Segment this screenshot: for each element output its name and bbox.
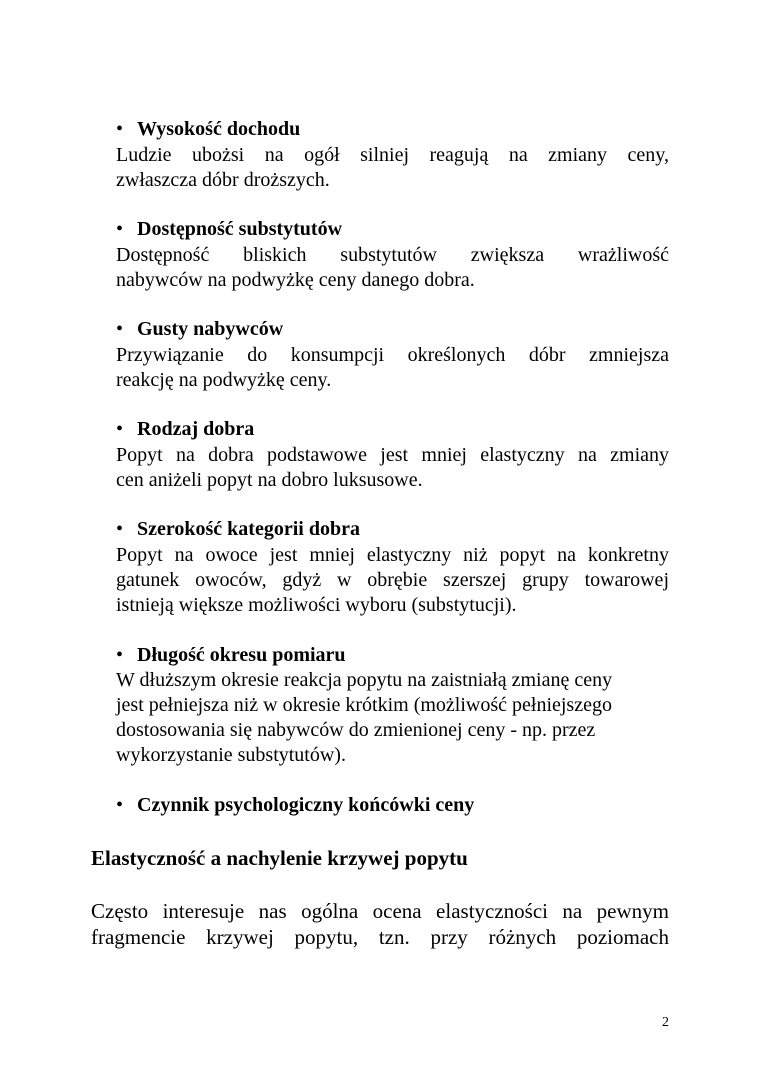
paragraph-line: Często interesuje nas ogólna ocena elastyczności na pewnym [91, 899, 669, 923]
bullet-paragraph [116, 243, 669, 293]
bullet-heading-text: Wysokość dochodu [137, 118, 301, 140]
paragraph-line: gatunek owoców, gdyż w obrębie szerszej grupy towarowej [116, 569, 669, 591]
page-number: 2 [662, 1015, 669, 1030]
bullet-heading [116, 117, 676, 142]
body-paragraph [91, 898, 669, 950]
bullet-paragraph [116, 543, 669, 618]
bullet-heading [116, 793, 676, 818]
bullet-heading-text: Rodzaj dobra [137, 418, 255, 440]
bullet-heading [116, 417, 676, 442]
bullet-heading [116, 643, 676, 668]
bullet-icon: • [116, 118, 124, 140]
paragraph-line: wykorzystanie substytutów). [116, 744, 346, 766]
bullet-icon: • [116, 518, 124, 540]
bullet-icon: • [116, 644, 124, 666]
bullet-heading-text: Długość okresu pomiaru [137, 644, 346, 666]
bullet-paragraph [116, 343, 669, 393]
paragraph-line: Przywiązanie do konsumpcji określonych dóbr zmniejsza [116, 344, 669, 366]
bullet-heading [116, 517, 676, 542]
paragraph-line: Popyt na dobra podstawowe jest mniej elastyczny na zmiany [116, 444, 669, 466]
bullet-heading-text: Czynnik psychologiczny końcówki ceny [137, 794, 475, 816]
bullet-icon: • [116, 418, 124, 440]
section-heading: Elastyczność a nachylenie krzywej popytu [91, 846, 468, 870]
bullet-heading [116, 317, 676, 342]
bullet-heading [116, 217, 676, 242]
bullet-icon: • [116, 318, 124, 340]
bullet-heading-text: Gusty nabywców [137, 318, 284, 340]
bullet-heading-text: Szerokość kategorii dobra [137, 518, 360, 540]
paragraph-line: cen aniżeli popyt na dobro luksusowe. [116, 469, 423, 491]
paragraph-line: Popyt na owoce jest mniej elastyczny niż popyt na konkretny [116, 544, 669, 566]
paragraph-line: Ludzie ubożsi na ogół silniej reagują na zmiany ceny, [116, 144, 669, 166]
paragraph-line: nabywców na podwyżkę ceny danego dobra. [116, 269, 475, 291]
paragraph-line: fragmencie krzywej popytu, tzn. przy różnych poziomach [91, 925, 669, 949]
paragraph-line: Dostępność bliskich substytutów zwiększa wrażliwość [116, 244, 669, 266]
paragraph-line: reakcję na podwyżkę ceny. [116, 369, 332, 391]
bullet-paragraph [116, 668, 669, 768]
bullet-icon: • [116, 794, 124, 816]
bullet-paragraph [116, 143, 669, 193]
paragraph-line: jest pełniejsza niż w okresie krótkim (możliwość pełniejszego [116, 694, 612, 716]
bullet-icon: • [116, 218, 124, 240]
paragraph-line: dostosowania się nabywców do zmienionej ceny - np. przez [116, 719, 596, 741]
bullet-heading-text: Dostępność substytutów [137, 218, 343, 240]
paragraph-line: istnieją większe możliwości wyboru (substytucji). [116, 594, 517, 616]
paragraph-line: W dłuższym okresie reakcja popytu na zaistniałą zmianę ceny [116, 669, 613, 691]
paragraph-line: zwłaszcza dóbr droższych. [116, 169, 330, 191]
bullet-paragraph [116, 443, 669, 493]
